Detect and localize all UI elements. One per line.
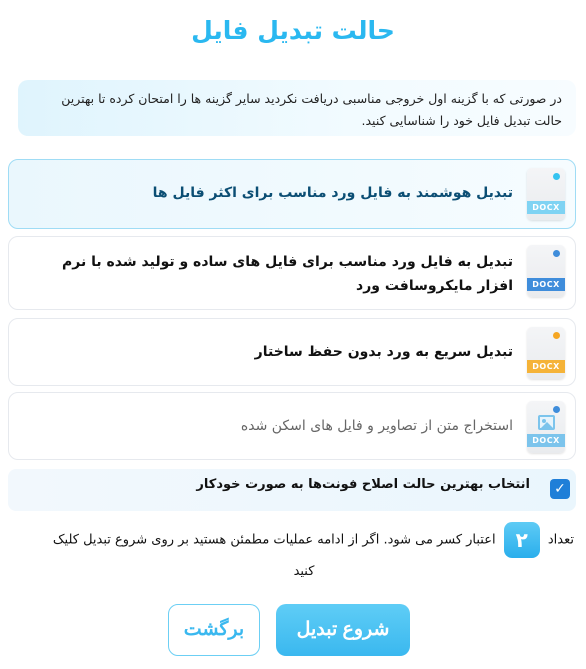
- page-title: حالت تبدیل فایل: [191, 16, 395, 45]
- option-label: استخراج متن از تصاویر و فایل های اسکن شده: [240, 418, 513, 434]
- info-box: در صورتی که با گزینه اول خروجی مناسبی دریافت نکردید سایر گزینه ها را امتحان کرده تا بهترین حالت تبدیل فایل خود را شناسایی کنید.: [18, 80, 576, 136]
- option-fast-convert[interactable]: [8, 318, 576, 386]
- credit-prefix: تعداد: [547, 532, 574, 548]
- option-smart-convert[interactable]: [8, 159, 576, 229]
- image-icon: [538, 415, 555, 430]
- docx-file-icon: DOCX: [527, 168, 565, 220]
- option-simple-word[interactable]: [8, 236, 576, 310]
- docx-file-icon: DOCX: [527, 327, 565, 379]
- option-label: تبدیل سریع به ورد بدون حفظ ساختار: [254, 344, 513, 360]
- auto-font-label: انتخاب بهترین حالت اصلاح فونت‌ها به صورت خودکار: [196, 477, 530, 492]
- auto-font-checkbox[interactable]: ✓: [550, 479, 570, 499]
- start-conversion-button[interactable]: شروع تبدیل: [276, 604, 410, 656]
- docx-file-icon: DOCX: [527, 245, 565, 297]
- credit-suffix: اعتبار کسر می شود. اگر از ادامه عملیات مطمئن هستید بر روی شروع تبدیل کلیک: [52, 532, 496, 548]
- image-file-icon: DOCX: [527, 401, 565, 453]
- back-button[interactable]: برگشت: [168, 604, 260, 656]
- option-ocr-extract[interactable]: [8, 392, 576, 460]
- auto-font-row[interactable]: [8, 469, 576, 511]
- option-label: تبدیل هوشمند به فایل ورد مناسب برای اکثر فایل ها: [152, 185, 513, 201]
- credit-line2: کنید: [293, 564, 315, 579]
- option-label: تبدیل به فایل ورد مناسب برای فایل های ساده و تولید شده با نرم افزار مایکروسافت ورد: [62, 254, 513, 294]
- credit-notice: [14, 522, 574, 586]
- credit-count-badge: ۲: [504, 522, 540, 558]
